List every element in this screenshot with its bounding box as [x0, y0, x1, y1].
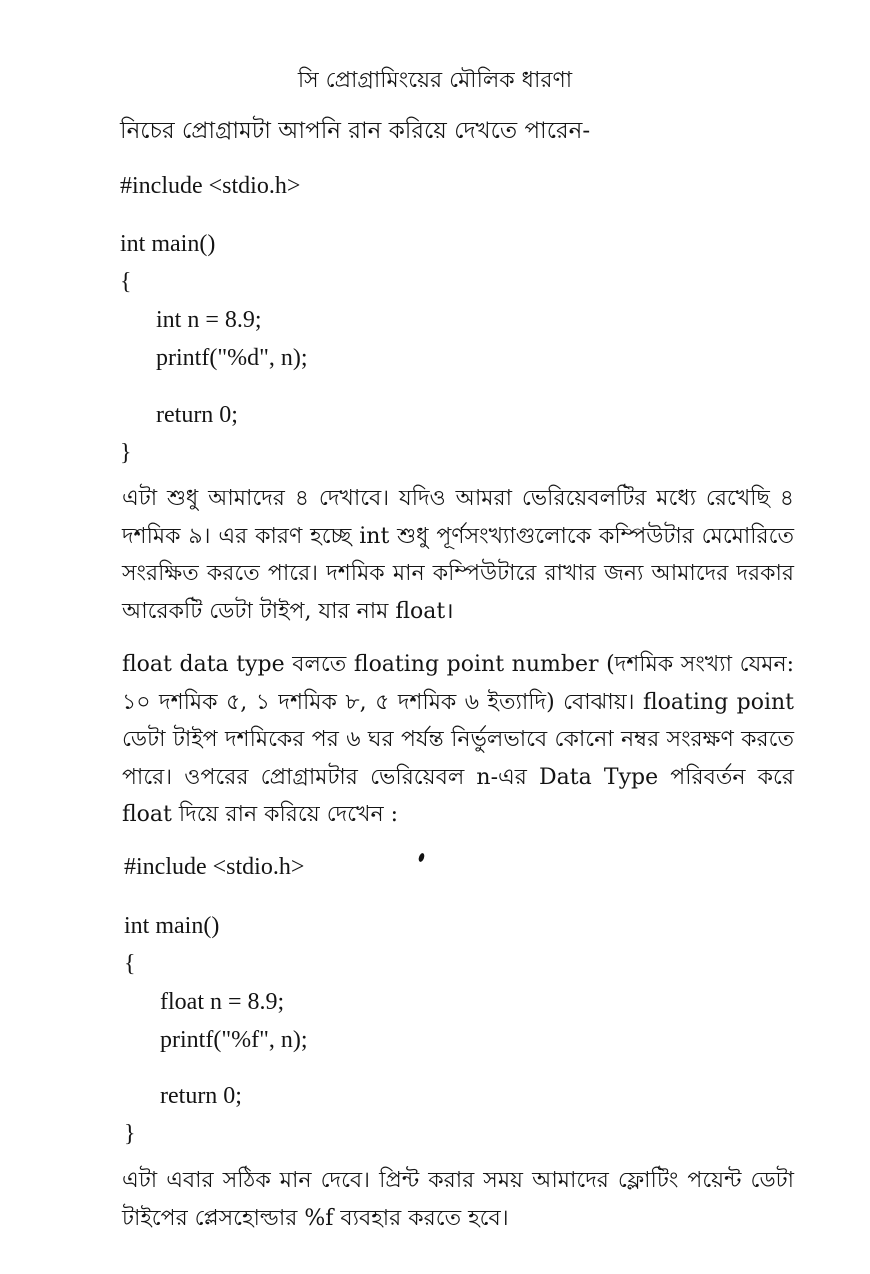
code-printf-line: printf("%d", n);: [156, 345, 308, 371]
page-header: সি প্রোগ্রামিংয়ের মৌলিক ধারণা: [297, 68, 573, 93]
ink-speck: [418, 852, 426, 862]
code-return-line: return 0;: [160, 1083, 242, 1109]
code-open-brace: {: [120, 269, 132, 295]
code-close-brace: }: [120, 440, 132, 466]
code-declaration-line: float n = 8.9;: [160, 989, 285, 1015]
paragraph-placeholder-note: এটা এবার সঠিক মান দেবে। প্রিন্ট করার সময় আমাদের ফ্লোটিং পয়েন্ট ডেটা টাইপের প্লেসহোল্ডার %f ব্যবহার করতে হবে।: [122, 1168, 794, 1231]
paragraph-float-explanation: float data type বলতে floating point number (দশমিক সংখ্যা যেমন: ১০ দশমিক ৫, ১ দশমিক ৮, ৫ দশমিক ৬ ইত্যাদি) বোঝায়। floating point ডেটা টাইপ দশমিকের পর ৬ ঘর পর্যন্ত নির্ভুলভাবে কোনো নম্বর সংরক্ষণ করতে পারে। ওপরের প্রোগ্রামটার ভেরিয়েবল n-এর Data Type পরিবর্তন করে float দিয়ে রান করিয়ে দেখেন :: [122, 652, 794, 827]
code-return-line: return 0;: [156, 402, 238, 428]
code-declaration-line: int n = 8.9;: [156, 307, 262, 333]
paragraph-int-explanation: এটা শুধু আমাদের ৪ দেখাবে। যদিও আমরা ভেরিয়েবলটির মধ্যে রেখেছি ৪ দশমিক ৯। এর কারণ হচ্ছে int শুধু পূর্ণসংখ্যাগুলোকে কম্পিউটার মেমোরিতে সংরক্ষিত করতে পারে। দশমিক মান কম্পিউটারে রাখার জন্য আমাদের দরকার আরেকটি ডেটা টাইপ, যার নাম float।: [122, 486, 794, 624]
code-close-brace: }: [124, 1121, 136, 1147]
code-open-brace: {: [124, 951, 136, 977]
code-main-line: int main(): [124, 913, 220, 939]
code-main-line: int main(): [120, 231, 216, 257]
code-include-line: #include <stdio.h>: [120, 173, 301, 199]
code-include-line: #include <stdio.h>: [124, 854, 305, 880]
intro-text: নিচের প্রোগ্রামটা আপনি রান করিয়ে দেখতে পারেন-: [120, 118, 591, 144]
code-printf-line: printf("%f", n);: [160, 1027, 308, 1053]
